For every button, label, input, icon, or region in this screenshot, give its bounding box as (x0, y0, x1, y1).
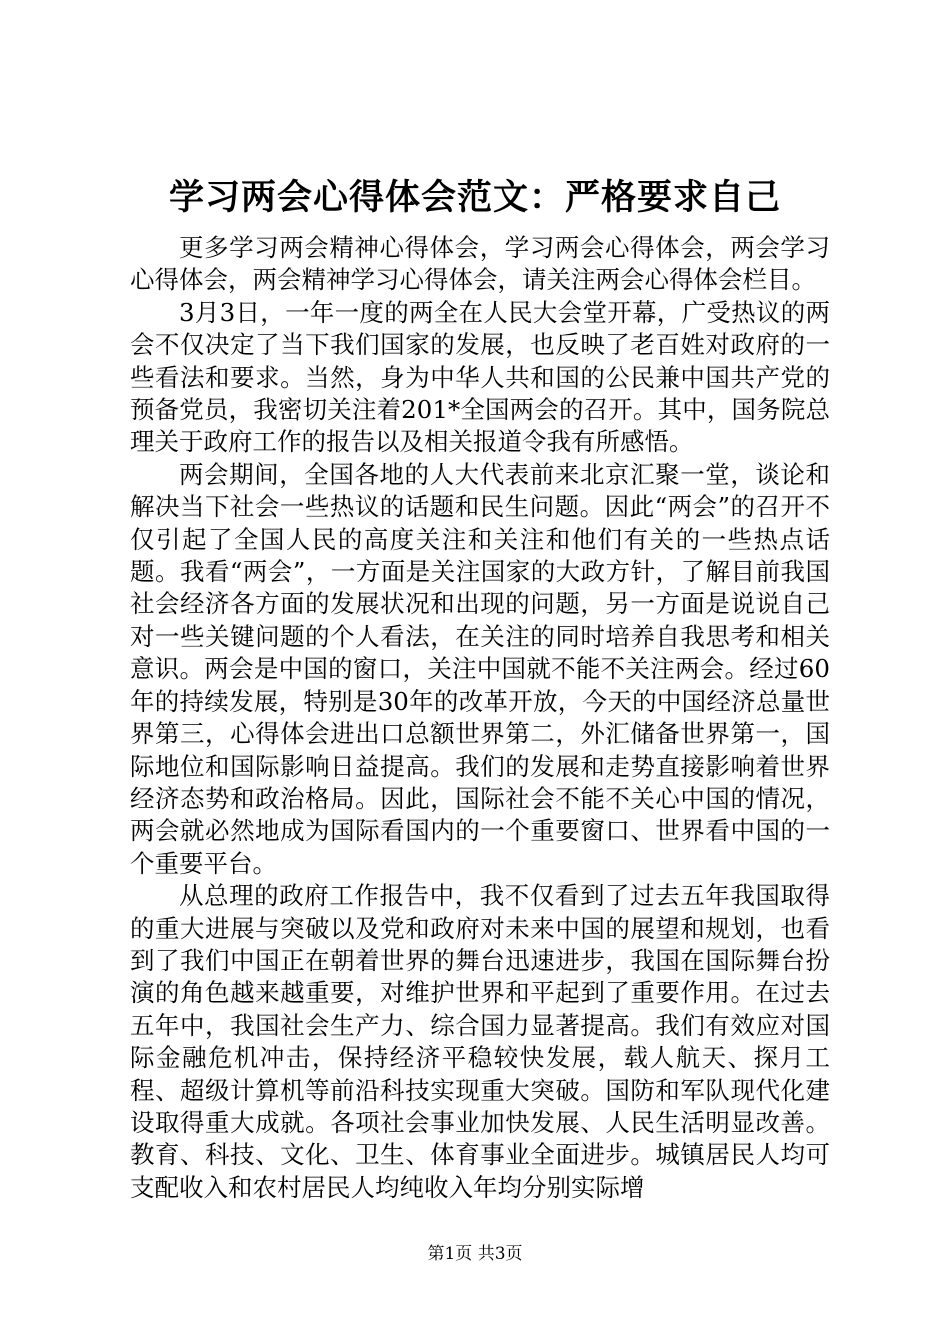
paragraph-intro: 更多学习两会精神心得体会，学习两会心得体会，两会学习心得体会，两会精神学习心得体会，请关注两会心得体会栏目。 (130, 233, 830, 295)
paragraph-government-report: 从总理的政府工作报告中，我不仅看到了过去五年我国取得的重大进展与突破以及党和政府对未来中国的展望和规划，也看到了我们中国正在朝着世界的舞台迅速进步，我国在国际舞台扮演的角色越来越重要，对维护世界和平起到了重要作用。在过去五年中，我国社会生产力、综合国力显著提高。我们有效应对国际金融危机冲击，保持经济平稳较快发展，载人航天、探月工程、超级计算机等前沿科技实现重大突破。国防和军队现代化建设取得重大成就。各项社会事业加快发展、人民生活明显改善。教育、科技、文化、卫生、体育事业全面进步。城镇居民人均可支配收入和农村居民人均纯收入年均分别实际增 (130, 881, 830, 1202)
paragraph-opening: 3月3日，一年一度的两全在人民大会堂开幕，广受热议的两会不仅决定了当下我们国家的发展，也反映了老百姓对政府的一些看法和要求。当然，身为中华人共和国的公民兼中国共产党的预备党员，我密切关注着201*全国两会的召开。其中，国务院总理关于政府工作的报告以及相关报道令我有所感悟。 (130, 297, 830, 457)
page-number-footer: 第1页 共3页 (427, 1244, 523, 1264)
document-body (130, 232, 830, 1204)
document-title: 学习两会心得体会范文：严格要求自己 (168, 177, 781, 218)
paragraph-two-sessions: 两会期间，全国各地的人大代表前来北京汇聚一堂，谈论和解决当下社会一些热议的话题和民生问题。因此“两会”的召开不仅引起了全国人民的高度关注和关注和他们有关的一些热点话题。我看“两会”，一方面是关注国家的大政方针，了解目前我国社会经济各方面的发展状况和出现的问题，另一方面是说说自己对一些关键问题的个人看法，在关注的同时培养自我思考和相关意识。两会是中国的窗口，关注中国就不能不关注两会。经过60年的持续发展，特别是30年的改革开放，今天的中国经济总量世界第三，心得体会进出口总额世界第二，外汇储备世界第一，国际地位和国际影响日益提高。我们的发展和走势直接影响着世界经济态势和政治格局。因此，国际社会不能不关心中国的情况，两会就必然地成为国际看国内的一个重要窗口、世界看中国的一个重要平台。 (130, 459, 830, 878)
